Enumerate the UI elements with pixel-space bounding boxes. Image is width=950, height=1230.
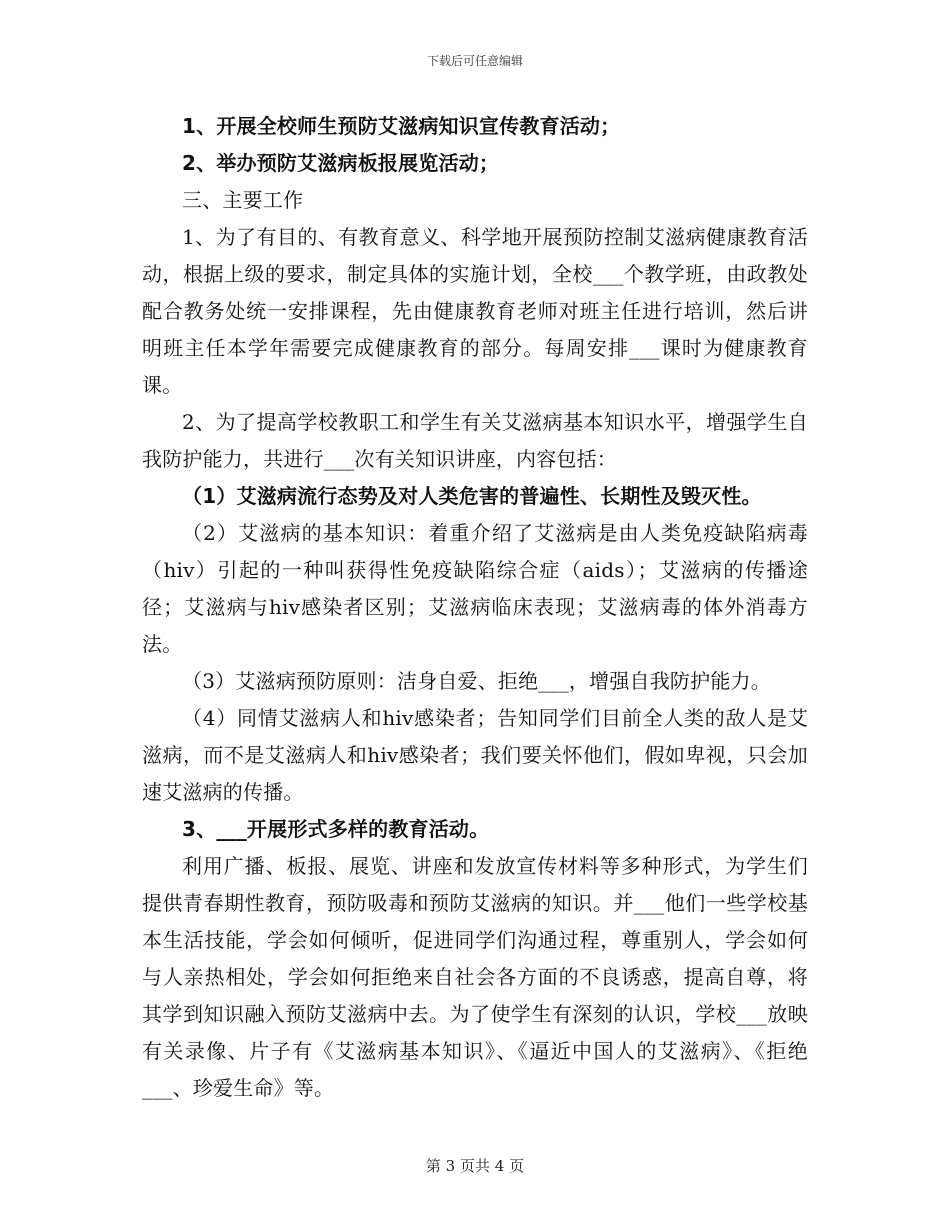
paragraph-activities-detail: 利用广播、板报、展览、讲座和发放宣传材料等多种形式，为学生们提供青春期性教育，预防吸毒和预防艾滋病的知识。并___他们一些学校基本生活技能，学会如何倾听，促进同学们沟通过程，尊重别人，学会如何与人亲热相处，学会如何拒绝来自社会各方面的不良诱惑，提高自尊，将其学到知识融入预防艾滋病中去。为了使学生有深刻的认识，学校___放映有关录像、片子有《艾滋病基本知识》、《逼近中国人的艾滋病》、《拒绝___、珍爱生命》等。 bbox=[142, 854, 808, 1100]
paragraph-item-4: （4）同情艾滋病人和hiv感染者；告知同学们目前全人类的敌人是艾滋病，而不是艾滋病人和hiv感染者；我们要关怀他们，假如卑视，只会加速艾滋病的传播。 bbox=[142, 706, 808, 804]
page-header-note: 下载后可任意编辑 bbox=[426, 54, 523, 68]
paragraph-work-3: 3、___开展形式多样的教育活动。 bbox=[182, 817, 490, 841]
paragraph-activity-1: 1、开展全校师生预防艾滋病知识宣传教育活动； bbox=[182, 114, 621, 138]
paragraph-item-2: （2）艾滋病的基本知识：着重介绍了艾滋病是由人类免疫缺陷病毒（hiv）引起的一种叫获得性免疫缺陷综合症（aids）；艾滋病的传播途径；艾滋病与hiv感染者区别；艾滋病临床表现；艾滋病毒的体外消毒方法。 bbox=[142, 521, 808, 656]
document-body bbox=[142, 108, 808, 1107]
page-footer-number: 第 3 页共 4 页 bbox=[425, 1157, 525, 1175]
paragraph-work-2: 2、为了提高学校教职工和学生有关艾滋病基本知识水平，增强学生自我防护能力，共进行___次有关知识讲座，内容包括： bbox=[142, 410, 808, 471]
paragraph-activity-2: 2、举办预防艾滋病板报展览活动； bbox=[182, 151, 500, 175]
section-heading-main-work: 三、主要工作 bbox=[182, 188, 304, 212]
paragraph-item-3: （3）艾滋病预防原则：洁身自爱、拒绝___，增强自我防护能力。 bbox=[182, 669, 771, 693]
paragraph-item-1: （1）艾滋病流行态势及对人类危害的普遍性、长期性及毁灭性。 bbox=[182, 484, 762, 508]
paragraph-work-1: 1、为了有目的、有教育意义、科学地开展预防控制艾滋病健康教育活动，根据上级的要求，制定具体的实施计划，全校___个教学班，由政教处配合教务处统一安排课程，先由健康教育老师对班主任进行培训，然后讲明班主任本学年需要完成健康教育的部分。每周安排___课时为健康教育课。 bbox=[142, 225, 808, 397]
